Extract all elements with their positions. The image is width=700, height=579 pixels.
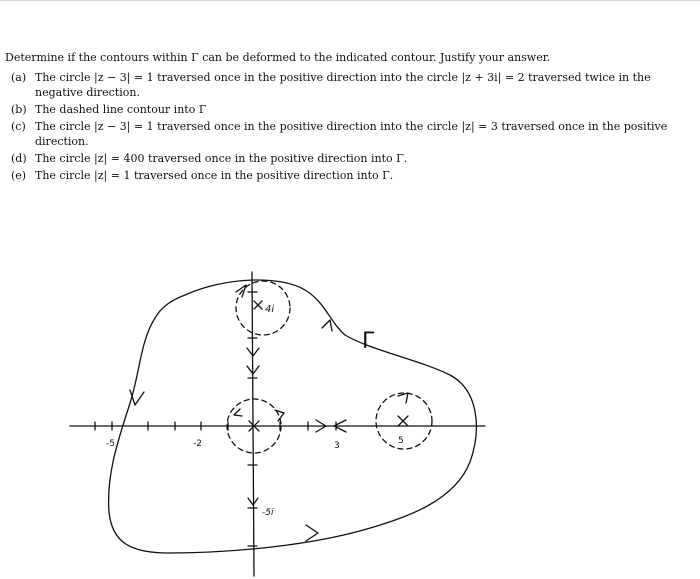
gamma-contour bbox=[109, 280, 477, 553]
tick-label-3: 3 bbox=[334, 441, 340, 451]
page-top-rule bbox=[0, 0, 700, 1]
axis-ticks bbox=[95, 292, 336, 546]
part-a bbox=[5, 70, 693, 100]
part-text: The circle |z| = 400 traversed once in the positive direction into Γ. bbox=[35, 152, 408, 165]
problem-block bbox=[5, 50, 693, 185]
tick-label-neg2: -2 bbox=[193, 439, 202, 449]
part-label: (c) bbox=[11, 120, 26, 133]
part-e bbox=[5, 168, 693, 183]
part-text: The circle |z − 3| = 1 traversed once in the positive direction into the circle |z| = 3 traversed once in the positive direction. bbox=[35, 120, 668, 148]
part-c bbox=[5, 119, 693, 149]
part-label: (d) bbox=[11, 152, 27, 165]
problem-prompt: Determine if the contours within Γ can be deformed to the indicated contour. Justify your answer. bbox=[5, 51, 551, 64]
gamma-label: Γ bbox=[362, 329, 375, 354]
part-b bbox=[5, 102, 693, 117]
point-4i-mark bbox=[254, 301, 262, 309]
gamma-arrow-top bbox=[322, 320, 332, 331]
label-neg5i: -5i bbox=[262, 508, 274, 518]
part-text: The circle |z − 3| = 1 traversed once in the positive direction into the circle |z + 3i| = 2 traversed twice in the negative direction. bbox=[35, 71, 651, 99]
label-4i: 4i bbox=[265, 304, 275, 315]
tick-label-5: 5 bbox=[398, 436, 404, 446]
problem-parts bbox=[5, 70, 693, 183]
contour-figure bbox=[0, 250, 700, 579]
part-label: (b) bbox=[11, 103, 27, 116]
point-5-mark bbox=[398, 416, 408, 426]
circle-4i-arrow bbox=[236, 285, 246, 297]
gamma-arrow-left bbox=[130, 390, 144, 405]
tick-label-neg5: -5 bbox=[106, 439, 115, 449]
circle-5-arrow bbox=[398, 393, 408, 403]
circle-5 bbox=[376, 393, 432, 449]
part-text: The circle |z| = 1 traversed once in the positive direction into Γ. bbox=[35, 169, 394, 182]
contour-diagram bbox=[0, 250, 700, 579]
part-d bbox=[5, 151, 693, 166]
gamma-arrow-bottom bbox=[306, 525, 318, 541]
small-arrow-left bbox=[234, 409, 242, 416]
part-text: The dashed line contour into Γ bbox=[35, 103, 207, 116]
part-label: (e) bbox=[11, 169, 27, 182]
part-label: (a) bbox=[11, 71, 27, 84]
